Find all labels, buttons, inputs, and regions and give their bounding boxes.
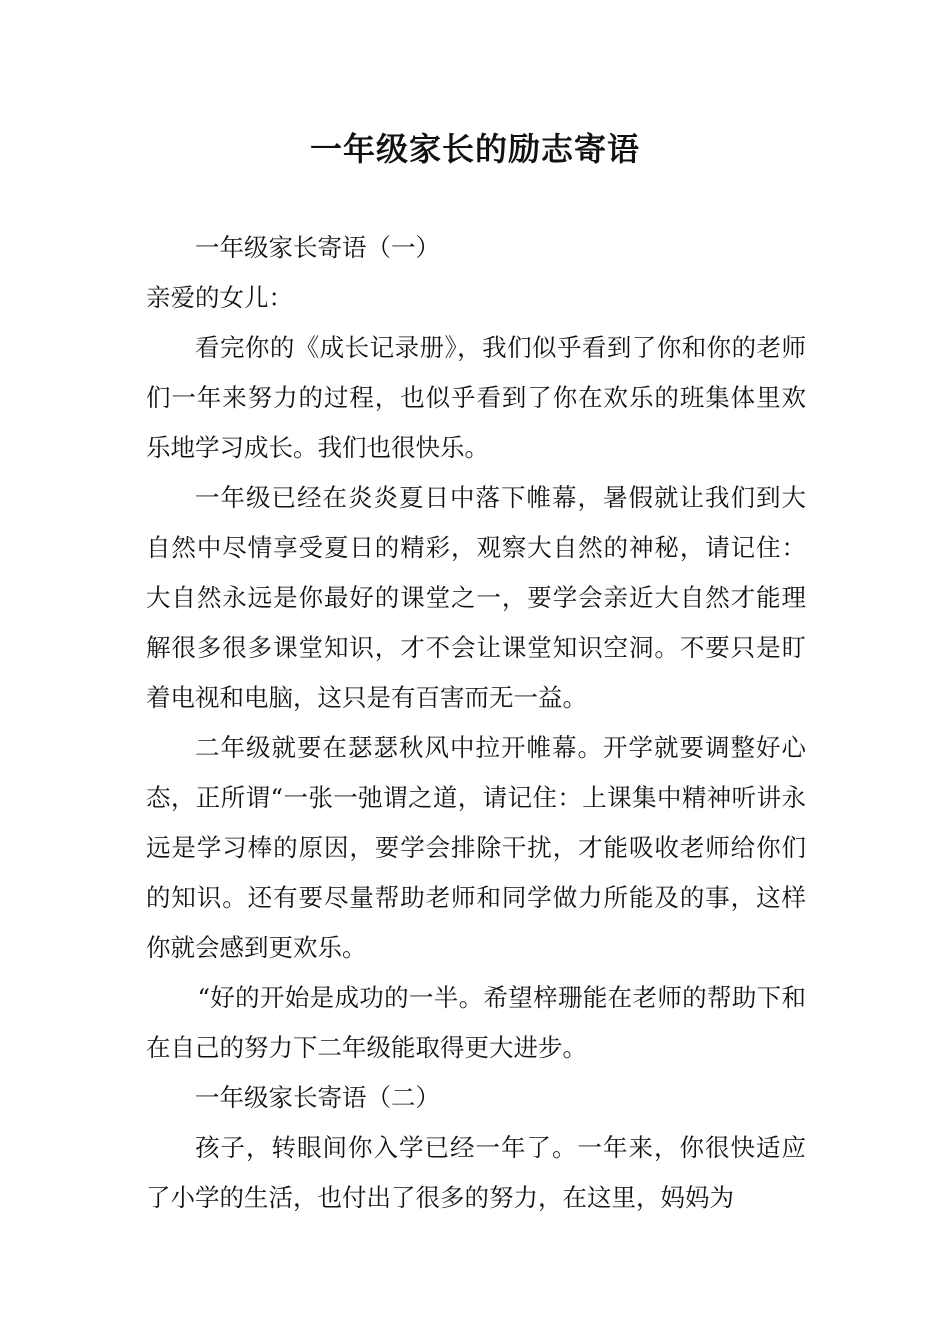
paragraph: 孩子，转眼间你入学已经一年了。一年来，你很快适应了小学的生活，也付出了很多的努力，在这里，妈妈为 bbox=[146, 1133, 806, 1212]
section-heading-1: 一年级家长寄语（一） bbox=[195, 233, 440, 262]
document-title: 一年级家长的励志寄语 bbox=[309, 130, 640, 168]
paragraph: 二年级就要在瑟瑟秋风中拉开帷幕。开学就要调整好心态，正所谓“一张一弛谓之道，请记住：上课集中精神听讲永远是学习棒的原因，要学会排除干扰，才能吸收老师给你们的知识。还有要尽量帮助老师和同学做力所能及的事，这样你就会感到更欢乐。 bbox=[146, 733, 806, 962]
section-heading-2: 一年级家长寄语（二） bbox=[195, 1083, 440, 1112]
document-body bbox=[146, 223, 806, 1223]
paragraph: 一年级已经在炎炎夏日中落下帷幕，暑假就让我们到大自然中尽情享受夏日的精彩，观察大自然的神秘，请记住：大自然永远是你最好的课堂之一，要学会亲近大自然才能理解很多很多课堂知识，才不会让课堂知识空洞。不要只是盯着电视和电脑，这只是有百害而无一益。 bbox=[146, 483, 806, 712]
paragraph: “好的开始是成功的一半。希望梓珊能在老师的帮助下和在自己的努力下二年级能取得更大进步。 bbox=[146, 983, 806, 1062]
paragraph: 看完你的《成长记录册》，我们似乎看到了你和你的老师们一年来努力的过程，也似乎看到了你在欢乐的班集体里欢乐地学习成长。我们也很快乐。 bbox=[146, 333, 806, 462]
salutation: 亲爱的女儿： bbox=[146, 283, 293, 312]
